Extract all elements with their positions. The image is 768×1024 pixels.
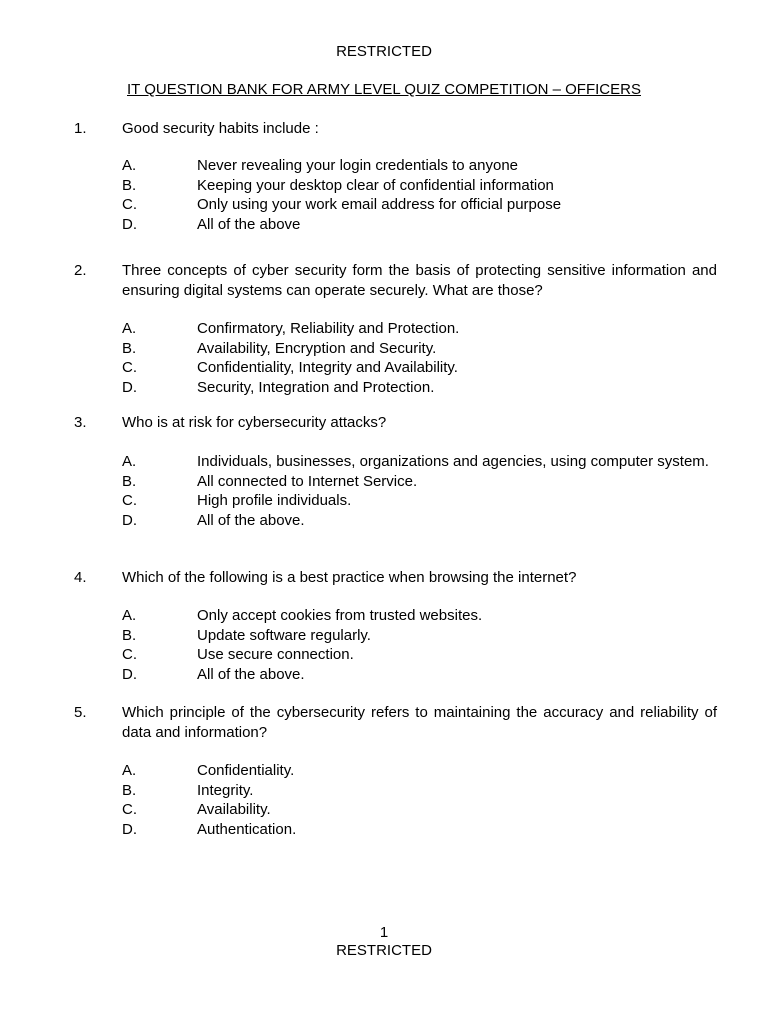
option-a — [122, 156, 717, 176]
footer-classification: RESTRICTED — [336, 942, 432, 959]
option-b — [122, 339, 717, 359]
question-number: 4. — [74, 569, 87, 586]
option-letter: A. — [122, 762, 137, 779]
option-text: All of the above — [197, 215, 301, 233]
option-text: Availability, Encryption and Security. — [197, 339, 437, 357]
option-letter: B. — [122, 339, 137, 357]
option-text: High profile individuals. — [197, 492, 352, 510]
option-c — [122, 491, 717, 511]
option-a — [122, 319, 717, 339]
option-d — [122, 511, 717, 531]
question-number: 5. — [74, 704, 87, 721]
question-1 — [74, 119, 717, 234]
option-text: Security, Integration and Protection. — [197, 378, 435, 396]
question-text: Which of the following is a best practice when browsing the internet? — [122, 569, 577, 586]
option-text: Confidentiality, Integrity and Availability. — [197, 359, 458, 377]
option-letter: A. — [122, 453, 137, 470]
option-a — [122, 606, 717, 626]
option-c — [122, 195, 717, 215]
option-d — [122, 820, 717, 840]
question-3 — [74, 413, 717, 530]
document-title: IT QUESTION BANK FOR ARMY LEVEL QUIZ COMPETITION – OFFICERS — [127, 81, 641, 98]
option-letter: C. — [122, 196, 137, 214]
option-text: Never revealing your login credentials to anyone — [197, 157, 519, 174]
option-c — [122, 358, 717, 378]
option-list — [122, 319, 717, 397]
option-list — [122, 452, 717, 530]
option-letter: C. — [122, 492, 137, 510]
option-letter: A. — [122, 607, 137, 624]
question-number: 2. — [74, 262, 87, 279]
option-text: Authentication. — [197, 820, 297, 838]
option-letter: D. — [122, 215, 137, 233]
option-a — [122, 761, 717, 781]
option-letter: B. — [122, 176, 137, 194]
option-letter: D. — [122, 511, 137, 529]
option-b — [122, 176, 717, 196]
option-text: Confidentiality. — [197, 762, 295, 779]
option-letter: C. — [122, 646, 137, 664]
question-text: Which principle of the cybersecurity refers to maintaining the accuracy and reliability of data and information? — [122, 704, 717, 741]
option-d — [122, 378, 717, 398]
option-letter: A. — [122, 320, 137, 337]
question-4 — [74, 568, 717, 684]
option-letter: D. — [122, 665, 137, 683]
option-list — [122, 761, 717, 839]
option-b — [122, 472, 717, 492]
option-letter: A. — [122, 157, 137, 174]
header-classification: RESTRICTED — [336, 43, 432, 60]
option-letter: B. — [122, 472, 137, 490]
option-text: Availability. — [197, 801, 271, 819]
option-d — [122, 215, 717, 235]
option-letter: C. — [122, 359, 137, 377]
option-text: Use secure connection. — [197, 646, 354, 664]
option-text: All of the above. — [197, 511, 305, 529]
option-letter: D. — [122, 378, 137, 396]
question-text: Good security habits include : — [122, 120, 319, 137]
option-text: Integrity. — [197, 781, 254, 799]
question-text: Who is at risk for cybersecurity attacks? — [122, 414, 387, 431]
option-b — [122, 781, 717, 801]
option-letter: B. — [122, 626, 137, 644]
option-text: All of the above. — [197, 665, 305, 683]
question-text: Three concepts of cyber security form the basis of protecting sensitive information and ensuring digital systems can operate securely. What are those? — [122, 262, 717, 299]
option-text: Only accept cookies from trusted websites. — [197, 607, 483, 624]
option-text: Confirmatory, Reliability and Protection. — [197, 320, 460, 337]
option-text: Only using your work email address for official purpose — [197, 196, 562, 214]
option-c — [122, 800, 717, 820]
page-number: 1 — [379, 924, 389, 941]
question-number: 3. — [74, 414, 87, 431]
option-list — [122, 606, 717, 684]
option-text: Individuals, businesses, organizations and agencies, using computer system. — [197, 453, 709, 470]
option-text: Update software regularly. — [197, 626, 371, 644]
page-footer — [0, 924, 768, 960]
question-number: 1. — [74, 120, 87, 137]
option-letter: B. — [122, 781, 137, 799]
option-text: All connected to Internet Service. — [197, 472, 418, 490]
option-c — [122, 645, 717, 665]
option-b — [122, 626, 717, 646]
option-letter: D. — [122, 820, 137, 838]
option-text: Keeping your desktop clear of confidential information — [197, 176, 554, 194]
option-a — [122, 452, 717, 472]
question-5 — [74, 703, 717, 839]
option-letter: C. — [122, 801, 137, 819]
option-list — [122, 156, 717, 234]
question-2 — [74, 261, 717, 397]
document-title-container — [0, 80, 768, 100]
option-d — [122, 665, 717, 685]
